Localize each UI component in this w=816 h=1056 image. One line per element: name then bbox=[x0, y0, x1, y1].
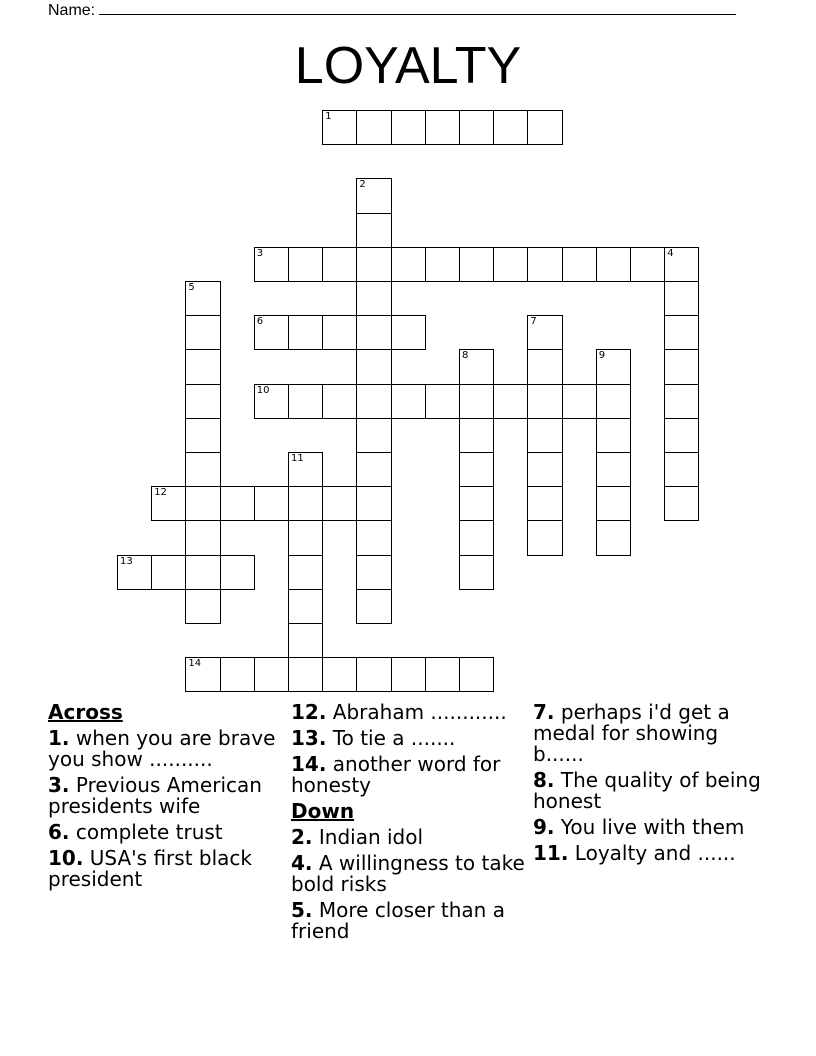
grid-cell[interactable] bbox=[322, 486, 357, 521]
grid-cell[interactable] bbox=[562, 384, 597, 419]
grid-cell[interactable] bbox=[459, 555, 494, 590]
grid-cell[interactable] bbox=[288, 452, 323, 487]
clue-across-13: 13. To tie a ....... bbox=[291, 726, 456, 750]
grid-cell[interactable] bbox=[493, 247, 528, 282]
grid-cell[interactable] bbox=[459, 349, 494, 384]
grid-cell[interactable] bbox=[356, 520, 391, 555]
grid-cell[interactable] bbox=[185, 281, 220, 316]
grid-cell[interactable] bbox=[185, 315, 220, 350]
grid-cell[interactable] bbox=[356, 589, 391, 624]
grid-cell[interactable] bbox=[356, 452, 391, 487]
cell-number: 9 bbox=[598, 350, 606, 362]
clue-column-2 bbox=[291, 702, 526, 947]
grid-cell[interactable] bbox=[664, 281, 699, 316]
grid-cell[interactable] bbox=[356, 281, 391, 316]
cell-number: 7 bbox=[530, 316, 537, 328]
grid-cell[interactable] bbox=[459, 247, 494, 282]
grid-cell[interactable] bbox=[254, 315, 289, 350]
grid-cell[interactable] bbox=[288, 520, 323, 555]
grid-cell[interactable] bbox=[527, 315, 562, 350]
grid-cell[interactable] bbox=[356, 657, 391, 692]
grid-cell[interactable] bbox=[425, 110, 460, 145]
grid-cell[interactable] bbox=[185, 486, 220, 521]
grid-cell[interactable] bbox=[288, 555, 323, 590]
clue-column-3 bbox=[533, 702, 768, 869]
clue-down-8: 8. The quality of being honest bbox=[533, 768, 761, 813]
grid-cell[interactable] bbox=[356, 110, 391, 145]
across-heading: Across bbox=[48, 700, 123, 724]
grid-cell[interactable] bbox=[459, 452, 494, 487]
grid-cell[interactable] bbox=[459, 384, 494, 419]
grid-cell[interactable] bbox=[356, 384, 391, 419]
clue-across-12: 12. Abraham ............ bbox=[291, 700, 507, 724]
grid-cell[interactable] bbox=[527, 110, 562, 145]
grid-cell[interactable] bbox=[630, 247, 665, 282]
grid-cell[interactable] bbox=[493, 384, 528, 419]
grid-cell[interactable] bbox=[288, 589, 323, 624]
grid-cell[interactable] bbox=[493, 110, 528, 145]
grid-cell[interactable] bbox=[391, 247, 426, 282]
grid-cell[interactable] bbox=[220, 555, 255, 590]
clue-column-1 bbox=[48, 702, 283, 895]
cell-number: 10 bbox=[256, 384, 270, 396]
cell-number: 13 bbox=[120, 555, 133, 567]
grid-cell[interactable] bbox=[288, 247, 323, 282]
name-label: Name: bbox=[48, 2, 96, 19]
grid-cell[interactable] bbox=[356, 418, 391, 453]
cell-number: 6 bbox=[256, 316, 264, 328]
clue-down-5: 5. More closer than a friend bbox=[291, 898, 505, 943]
grid-cell[interactable] bbox=[596, 247, 631, 282]
grid-cell[interactable] bbox=[185, 418, 220, 453]
grid-cell[interactable] bbox=[151, 486, 186, 521]
grid-cell[interactable] bbox=[664, 315, 699, 350]
grid-cell[interactable] bbox=[527, 520, 562, 555]
down-heading: Down bbox=[291, 799, 355, 823]
grid-cell[interactable] bbox=[664, 452, 699, 487]
grid-cell[interactable] bbox=[459, 520, 494, 555]
cell-number: 1 bbox=[325, 111, 332, 122]
grid-cell[interactable] bbox=[185, 589, 220, 624]
grid-cell[interactable] bbox=[562, 247, 597, 282]
grid-cell[interactable] bbox=[596, 486, 631, 521]
grid-cell[interactable] bbox=[254, 486, 289, 521]
cell-number: 12 bbox=[154, 487, 167, 499]
grid-cell[interactable] bbox=[391, 315, 426, 350]
grid-cell[interactable] bbox=[322, 657, 357, 692]
cell-number: 14 bbox=[188, 658, 202, 670]
clue-across-14: 14. another word for honesty bbox=[291, 752, 501, 797]
grid-cell[interactable] bbox=[220, 486, 255, 521]
grid-cell[interactable] bbox=[185, 384, 220, 419]
grid-cell[interactable] bbox=[322, 110, 357, 145]
grid-cell[interactable] bbox=[596, 418, 631, 453]
grid-cell[interactable] bbox=[185, 657, 220, 692]
grid-cell[interactable] bbox=[596, 520, 631, 555]
grid-cell[interactable] bbox=[664, 349, 699, 384]
grid-cell[interactable] bbox=[459, 418, 494, 453]
cell-number: 3 bbox=[256, 247, 264, 259]
grid-cell[interactable] bbox=[322, 247, 357, 282]
grid-cell[interactable] bbox=[288, 486, 323, 521]
grid-cell[interactable] bbox=[185, 555, 220, 590]
grid-cell[interactable] bbox=[356, 486, 391, 521]
grid-cell[interactable] bbox=[356, 315, 391, 350]
grid-cell[interactable] bbox=[322, 315, 357, 350]
grid-cell[interactable] bbox=[425, 247, 460, 282]
grid-cell[interactable] bbox=[459, 486, 494, 521]
cell-number: 5 bbox=[188, 282, 195, 293]
grid-cell[interactable] bbox=[527, 247, 562, 282]
clue-down-2: 2. Indian idol bbox=[291, 825, 424, 849]
grid-cell[interactable] bbox=[185, 349, 220, 384]
grid-cell[interactable] bbox=[356, 213, 391, 248]
grid-cell[interactable] bbox=[527, 349, 562, 384]
grid-cell[interactable] bbox=[288, 657, 323, 692]
grid-cell[interactable] bbox=[391, 110, 426, 145]
grid-cell[interactable] bbox=[356, 178, 391, 213]
grid-cell[interactable] bbox=[288, 384, 323, 419]
grid-cell[interactable] bbox=[185, 452, 220, 487]
grid-cell[interactable] bbox=[356, 555, 391, 590]
grid-cell[interactable] bbox=[596, 452, 631, 487]
grid-cell[interactable] bbox=[220, 657, 255, 692]
clue-down-9: 9. You live with them bbox=[533, 815, 745, 839]
grid-cell[interactable] bbox=[425, 384, 460, 419]
grid-cell[interactable] bbox=[356, 349, 391, 384]
grid-cell[interactable] bbox=[391, 384, 426, 419]
grid-cell[interactable] bbox=[527, 452, 562, 487]
grid-cell[interactable] bbox=[527, 384, 562, 419]
grid-cell[interactable] bbox=[322, 384, 357, 419]
cell-number: 8 bbox=[462, 350, 469, 362]
grid-cell[interactable] bbox=[288, 623, 323, 658]
grid-cell[interactable] bbox=[288, 315, 323, 350]
cell-number: 2 bbox=[359, 179, 366, 191]
grid-cell[interactable] bbox=[254, 247, 289, 282]
cell-number: 4 bbox=[667, 247, 674, 259]
grid-cell[interactable] bbox=[254, 384, 289, 419]
clue-down-7: 7. perhaps i'd get a medal for showing b...... bbox=[533, 700, 730, 766]
grid-cell[interactable] bbox=[664, 247, 699, 282]
grid-cell[interactable] bbox=[664, 384, 699, 419]
clue-across-3: 3. Previous American presidents wife bbox=[48, 773, 262, 818]
clue-down-11: 11. Loyalty and ...... bbox=[533, 841, 736, 865]
grid-cell[interactable] bbox=[596, 384, 631, 419]
grid-cell[interactable] bbox=[596, 349, 631, 384]
grid-cell[interactable] bbox=[664, 486, 699, 521]
grid-cell[interactable] bbox=[459, 110, 494, 145]
clue-across-6: 6. complete trust bbox=[48, 820, 223, 844]
puzzle-title: LOYALTY bbox=[294, 37, 522, 95]
grid-cell[interactable] bbox=[527, 418, 562, 453]
grid-cell[interactable] bbox=[117, 555, 152, 590]
clue-across-1: 1. when you are brave you show .......... bbox=[48, 726, 276, 771]
grid-cell[interactable] bbox=[459, 657, 494, 692]
cell-number: 11 bbox=[291, 453, 304, 464]
grid-cell[interactable] bbox=[254, 657, 289, 692]
grid-cell[interactable] bbox=[527, 486, 562, 521]
grid-cell[interactable] bbox=[356, 247, 391, 282]
grid-cell[interactable] bbox=[391, 657, 426, 692]
grid-cell[interactable] bbox=[425, 657, 460, 692]
clue-down-4: 4. A willingness to take bold risks bbox=[291, 851, 525, 896]
grid-cell[interactable] bbox=[664, 418, 699, 453]
grid-cell[interactable] bbox=[151, 555, 186, 590]
grid-cell[interactable] bbox=[185, 520, 220, 555]
clue-across-10: 10. USA's first black president bbox=[48, 846, 252, 891]
